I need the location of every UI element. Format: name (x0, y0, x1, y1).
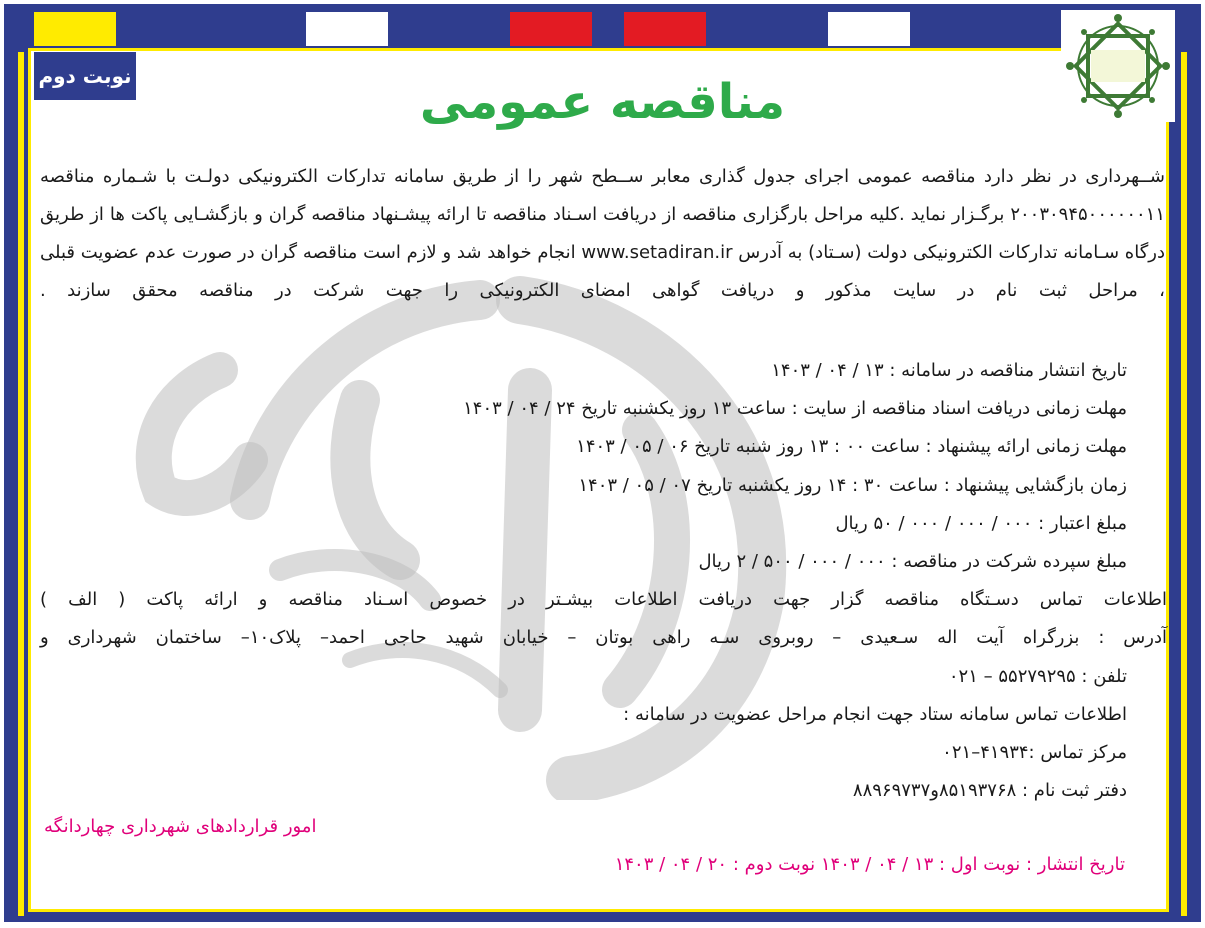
red-block (624, 12, 706, 46)
second-round-badge: نوبت دوم (34, 52, 136, 100)
phone-line: تلفن : ۵۵۲۷۹۲۹۵ – ۰۲۱ (948, 665, 1127, 687)
document-deadline-line: مهلت زمانی دریافت اسناد مناقصه از سایت : ساعت ۱۳ روز یکشنبه تاریخ ۲۴ / ۰۴ / ۱۴۰۳ (463, 398, 1127, 420)
intro-text: شــهرداری در نظر دارد مناقصه عمومی اجرای جدول گذاری معابر ســطح شهر را از طریق سامانه تدارکات الکترونیکی دولـت با شـماره مناقصه ۲۰۰۳۰۹۴۵۰۰۰۰۰۰۱۱ برگـزار نماید .کلیه مراحل بارگزاری مناقصه از دریافت اسـناد مناقصه تا ارائه پیشـنهاد مناقصه گران و بازگشـایی پاکت ها از طریق درگاه سـامانه تدارکات الکترونیکی دولت (سـتاد) به آدرس www.setadiran.ir انجام خواهد شد و لازم است مناقصه گران در صورت عدم عضویت قبلی ، مراحل ثبت نام در سایت مذکور و دریافت گواهی امضای الکترونیکی را جهت شرکت در مناقصه محقق سازند . (40, 166, 1166, 301)
publish-date-line: تاریخ انتشار مناقصه در سامانه : ۱۳ / ۰۴ / ۱۴۰۳ (771, 360, 1127, 381)
budget-line: مبلغ اعتبار : ۰۰۰ / ۰۰۰ / ۰۰۰ / ۵۰ ریال (835, 512, 1127, 534)
white-block (306, 12, 388, 46)
call-center-line: مرکز تماس :۴۱۹۳۴–۰۲۱ (942, 741, 1127, 763)
white-block (828, 12, 910, 46)
registration-office-line: دفتر ثبت نام : ۸۵۱۹۳۷۶۸و۸۸۹۶۹۷۳۷ (852, 780, 1127, 802)
deposit-line: مبلغ سپرده شرکت در مناقصه : ۰۰۰ / ۰۰۰ / ۵۰۰ / ۲ ریال (698, 550, 1127, 572)
address-line: آدرس : بزرگراه آیت اله سـعیدی – روبروی سـه راهی بوتان – خیابان شهید حاجی احمد– پلاک۱۰– ساختمان شهرداری و (40, 627, 1167, 649)
yellow-block (34, 12, 116, 46)
page-title: مناقصه عمومی (419, 74, 786, 130)
intro-paragraph (40, 158, 1165, 310)
red-block (510, 12, 592, 46)
publish-dates: تاریخ انتشار : نوبت اول : ۱۳ / ۰۴ / ۱۴۰۳ نوبت دوم : ۲۰ / ۰۴ / ۱۴۰۳ (614, 854, 1125, 875)
left-yellow-stripe (18, 52, 24, 916)
opening-time-line: زمان بازگشایی پیشنهاد : ساعت ۳۰ : ۱۴ روز یکشنبه تاریخ ۰۷ / ۰۵ / ۱۴۰۳ (578, 474, 1127, 496)
tender-details (40, 352, 1167, 810)
proposal-deadline-line: مهلت زمانی ارائه پیشنهاد : ساعت ۰۰ : ۱۳ روز شنبه تاریخ ۰۶ / ۰۵ / ۱۴۰۳ (576, 436, 1127, 458)
right-yellow-stripe (1181, 52, 1187, 916)
contracts-office: امور قراردادهای شهرداری چهاردانگه (44, 816, 317, 837)
contact-info-line: اطلاعات تماس دسـتگاه مناقصه گزار جهت دریافت اطلاعات بیشـتر در خصوص اسـناد مناقصه و ارائه پاکت ( الف ) (40, 589, 1167, 611)
setad-contact-line: اطلاعات تماس سامانه ستاد جهت انجام مراحل عضویت در سامانه : (623, 703, 1127, 725)
